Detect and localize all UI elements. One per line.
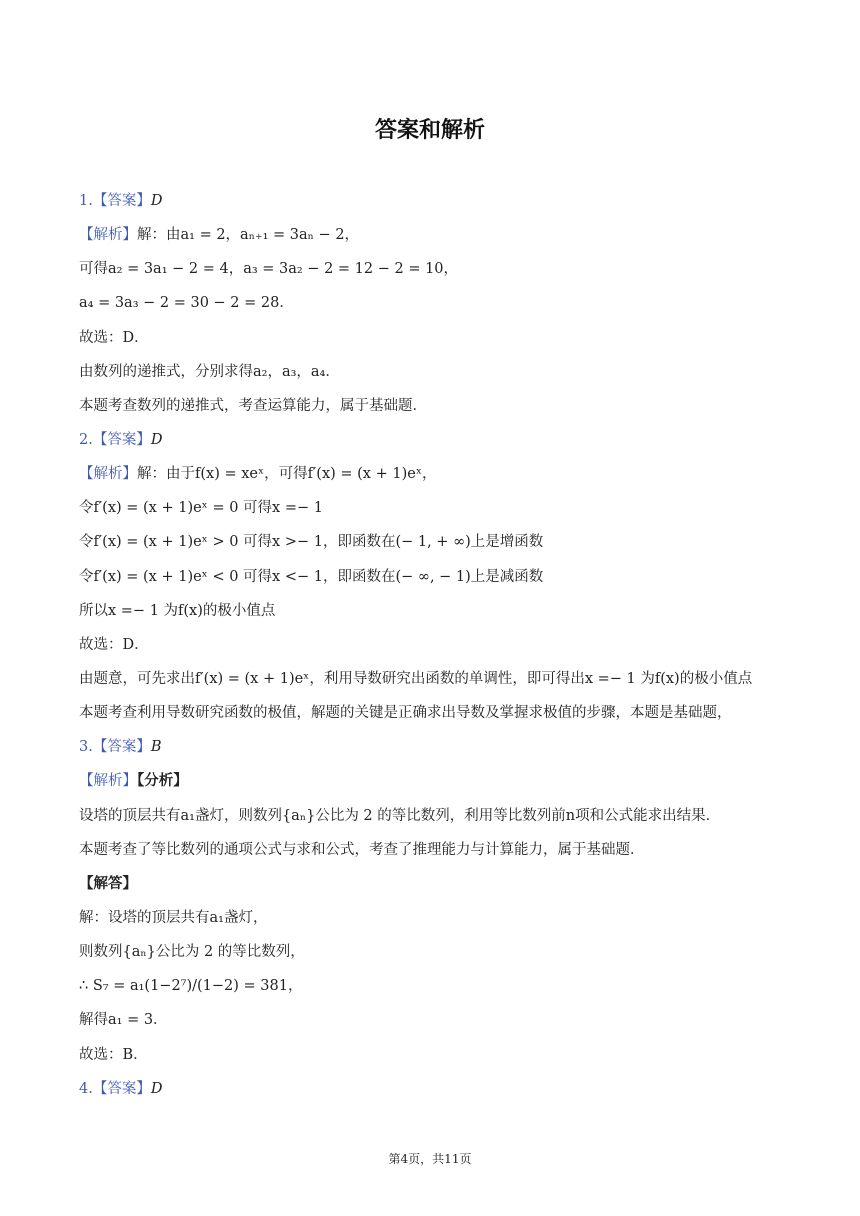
q4-number: 4. — [79, 1080, 93, 1097]
q3-line6: 解得a₁ = 3． — [79, 1012, 168, 1029]
q2-answer: D — [150, 431, 163, 448]
q3-line3: 解：设塔的顶层共有a₁盏灯， — [79, 909, 268, 926]
q2-answer-tag: 【答案】 — [92, 431, 151, 448]
q1-line2: 可得a₂ = 3a₁ − 2 = 4，a₃ = 3a₂ − 2 = 12 − 2 = 10， — [79, 261, 459, 278]
page-footer: 第4页，共11页 — [388, 1152, 472, 1166]
q2-answer-line — [79, 427, 799, 461]
q3-answer-line — [79, 734, 799, 768]
q2-line4: 令f′(x) = (x + 1)eˣ < 0 可得x <− 1，即函数在(− ∞, − 1)上是减函数 — [79, 568, 544, 585]
q2-line7: 由题意，可先求出f′(x) = (x + 1)eˣ，利用导数研究出函数的单调性，即可得出x =− 1 为f(x)的极小值点 — [79, 670, 753, 687]
q2-line5: 所以x =− 1 为f(x)的极小值点 — [79, 602, 276, 619]
q2-line3: 令f′(x) = (x + 1)eˣ > 0 可得x >− 1，即函数在(− 1, + ∞)上是增函数 — [79, 534, 544, 551]
q1-number: 1. — [79, 193, 93, 209]
solutions-body — [79, 188, 799, 1110]
q4-answer-tag: 【答案】 — [92, 1080, 151, 1097]
q1-answer-line — [79, 188, 799, 222]
q1-line1: 解：由a₁ = 2，aₙ₊₁ = 3aₙ − 2， — [137, 227, 360, 244]
q2-line8: 本题考查利用导数研究函数的极值，解题的关键是正确求出导数及掌握求极值的步骤，本题是基础题， — [79, 705, 732, 722]
q1-line3: a₄ = 3a₃ − 2 = 30 − 2 = 28． — [79, 295, 294, 312]
q1-line6: 本题考查数列的递推式，考查运算能力，属于基础题． — [79, 397, 427, 414]
q2-jiexi-tag: 【解析】 — [79, 466, 137, 483]
q3-answer: B — [150, 739, 162, 756]
q3-jiexi-line — [79, 768, 799, 802]
q2-jiexi-line — [79, 461, 799, 495]
q3-line1: 设塔的顶层共有a₁盏灯，则数列{aₙ}公比为 2 的等比数列，利用等比数列前n项和公式能求出结果． — [79, 807, 721, 824]
q3-number: 3. — [79, 739, 93, 756]
q1-answer: D — [150, 193, 163, 209]
q3-line4: 则数列{aₙ}公比为 2 的等比数列， — [79, 944, 305, 961]
q4-answer: D — [150, 1080, 163, 1097]
q3-jiexi-tag: 【解析】 — [79, 773, 137, 790]
q2-line6: 故选：D． — [79, 636, 149, 653]
q1-line5: 由数列的递推式，分别求得a₂，a₃，a₄． — [79, 363, 340, 380]
q3-line5: ∴ S₇ = a₁(1−2⁷)/(1−2) = 381， — [79, 978, 303, 995]
q1-line4: 故选：D． — [79, 329, 149, 346]
page-title: 答案和解析 — [374, 118, 485, 143]
q4-answer-line — [79, 1076, 799, 1110]
q1-answer-tag: 【答案】 — [92, 193, 151, 209]
q2-number: 2. — [79, 431, 93, 448]
q3-fenxi-tag: 【分析】 — [137, 772, 188, 790]
q3-answer-tag: 【答案】 — [92, 739, 151, 756]
q1-jiexi-tag: 【解析】 — [79, 227, 137, 244]
q2-line2: 令f′(x) = (x + 1)eˣ = 0 可得x =− 1 — [79, 500, 323, 517]
q2-line1: 解：由于f(x) = xeˣ，可得f′(x) = (x + 1)eˣ， — [137, 466, 437, 483]
q3-line2: 本题考查了等比数列的通项公式与求和公式，考查了推理能力与计算能力，属于基础题． — [79, 841, 645, 858]
q3-line7: 故选：B． — [79, 1046, 148, 1063]
q3-jieda-tag: 【解答】 — [79, 874, 137, 892]
q1-jiexi-line — [79, 222, 799, 256]
